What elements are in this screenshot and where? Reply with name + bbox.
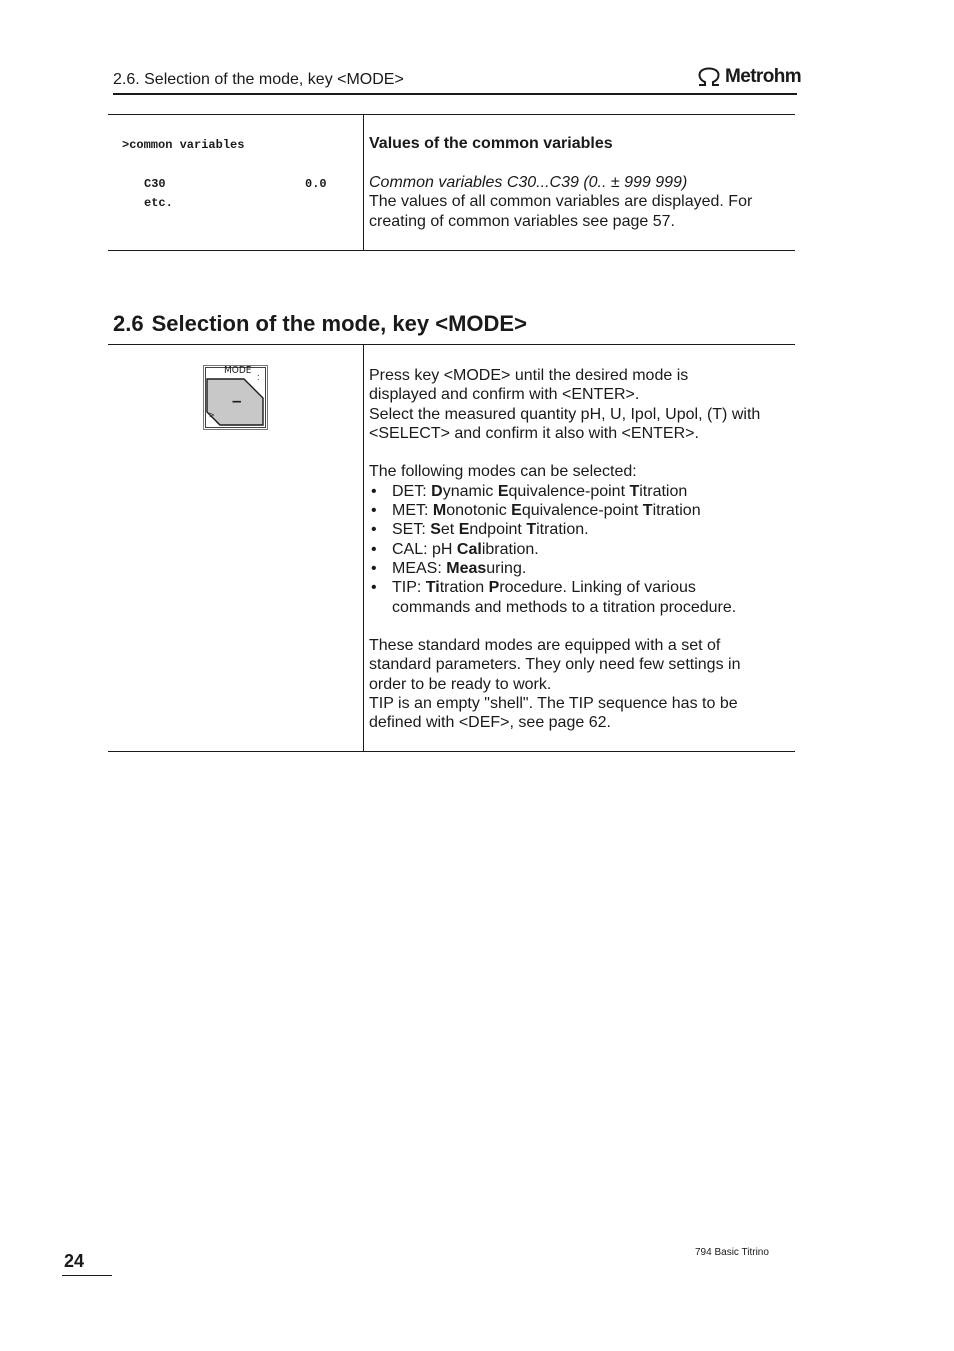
common-vars-description bbox=[369, 173, 752, 231]
list-item-det: • DET: Dynamic Equivalence-point Titration bbox=[369, 482, 789, 501]
header-rule bbox=[113, 93, 797, 95]
list-item-met: • MET: Monotonic Equivalence-point Titration bbox=[369, 501, 789, 520]
text-line: defined with <DEF>, see page 62. bbox=[369, 714, 611, 732]
text-line: standard parameters. They only need few settings in bbox=[369, 656, 741, 674]
text-line: creating of common variables see page 57. bbox=[369, 212, 675, 230]
list-item-tip: • TIP: Titration Procedure. Linking of various commands and methods to a titration procedure. bbox=[369, 578, 789, 617]
section-title: Selection of the mode, key <MODE> bbox=[151, 311, 527, 336]
text-line: Press key <MODE> until the desired mode is bbox=[369, 367, 689, 384]
table-divider bbox=[363, 114, 364, 250]
brand-name: Metrohm bbox=[725, 66, 802, 87]
section-heading bbox=[113, 311, 527, 337]
list-item-cal: • CAL: pH Calibration. bbox=[369, 540, 789, 559]
common-vars-range: Common variables C30...C39 (0.. ± 999 999) bbox=[369, 174, 688, 191]
section-bottom-rule bbox=[108, 751, 795, 752]
running-header: 2.6. Selection of the mode, key <MODE> bbox=[113, 71, 404, 88]
display-var-name: C30 bbox=[144, 177, 166, 191]
mode-description bbox=[369, 366, 789, 733]
page-number-rule bbox=[62, 1275, 112, 1276]
metrohm-logo bbox=[696, 66, 801, 88]
table-bottom-rule bbox=[108, 250, 795, 251]
text-line: order to be ready to work. bbox=[369, 675, 552, 693]
text-line: These standard modes are equipped with a set of bbox=[369, 637, 721, 655]
display-var-value: 0.0 bbox=[305, 177, 327, 191]
text-line: displayed and confirm with <ENTER>. bbox=[369, 386, 640, 404]
text-line: <SELECT> and confirm it also with <ENTER>. bbox=[369, 424, 699, 442]
display-etc: etc. bbox=[144, 196, 173, 210]
text-line: The values of all common variables are displayed. For bbox=[369, 193, 753, 211]
mode-key-corner-right: : bbox=[257, 372, 260, 382]
mode-key-corner-left: > bbox=[209, 410, 215, 420]
section-number: 2.6 bbox=[113, 311, 144, 336]
list-item-meas: • MEAS: Measuring. bbox=[369, 559, 789, 578]
page-number: 24 bbox=[64, 1251, 85, 1271]
mode-key-symbol: – bbox=[232, 391, 242, 410]
table-top-rule bbox=[108, 114, 795, 115]
omega-icon bbox=[696, 67, 722, 87]
mode-key-icon bbox=[203, 365, 268, 430]
product-name: 794 Basic Titrino bbox=[695, 1247, 769, 1258]
modes-intro: The following modes can be selected: bbox=[369, 463, 637, 481]
section-top-rule bbox=[108, 344, 795, 345]
text-line: Select the measured quantity pH, U, Ipol, Upol, (T) with bbox=[369, 405, 761, 423]
display-line-common-variables: >common variables bbox=[122, 138, 245, 152]
text-line: TIP is an empty "shell". The TIP sequence has to be bbox=[369, 695, 738, 713]
section-divider bbox=[363, 344, 364, 751]
mode-key-label: MODE bbox=[224, 365, 252, 376]
common-vars-heading: Values of the common variables bbox=[369, 135, 613, 152]
modes-list bbox=[369, 482, 789, 617]
list-item-set: • SET: Set Endpoint Titration. bbox=[369, 520, 789, 539]
